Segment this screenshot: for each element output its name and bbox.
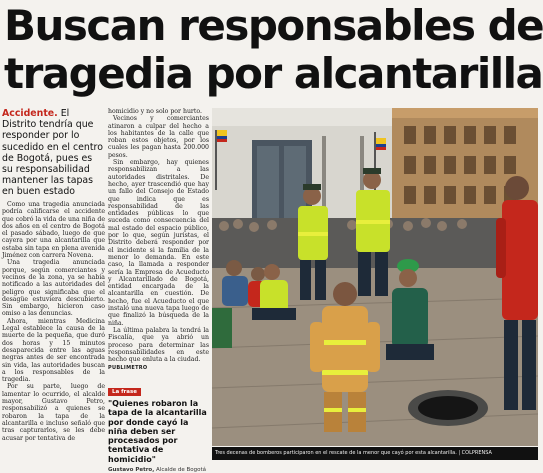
lead-kicker: Accidente. — [2, 108, 58, 119]
photo-caption: Tres decenas de bomberos participaron en el rescate de la menor que cayó por esta alcantarilla. | COLPRENSA — [212, 447, 538, 460]
headline-line-1: Buscan responsables de — [4, 1, 543, 50]
quote-author-role: Alcalde de Bogotá — [154, 467, 207, 473]
body-paragraph: Por su parte, luego de lamentar lo ocurrido, el alcalde mayor, Gustavo Petro, responsabilizó a quienes se robaron la tapa de la alcantarilla e incluso señaló que tras capturarlos, se les debe acusar por tentativa de — [2, 383, 105, 442]
body-paragraph: Ahora, mientras Medicina Legal establece la causa de la muerte de la pequeña, que duró dos horas y 15 minutos desaparecida entre las aguas negras antes de ser encontrada sin vida, las autoridades buscan a los responsables de la tragedia. — [2, 317, 105, 384]
quote-author — [108, 467, 209, 473]
body-paragraph: homicidio y no solo por hurto. — [108, 108, 202, 115]
headline — [4, 1, 543, 98]
pull-quote — [108, 378, 209, 473]
body-paragraph: Vecinos y comerciantes atinaron a culpar del hecho a los habitantes de la calle que roban estos objetos, por los cuales les pagan hasta 200.000 pesos. — [108, 115, 209, 159]
news-photo — [212, 108, 538, 446]
rescue-scene-illustration — [212, 108, 538, 446]
body-paragraph: Una tragedia anunciada porque, según comerciantes y vecinos de la zona, ya se había notificado a las autoridades del peligro que significaba que el desagüe estuviera descubierto. Sin embargo, hicieron caso omiso a las denuncias. — [2, 259, 105, 318]
lead-text: El Distrito tendría que responder por lo sucedido en el centro de Bogotá, pues es su responsabilidad mantener las tapas en buen estado — [2, 108, 103, 198]
body-paragraph: Como una tragedia anunciada podría calificarse el accidente que cobró la vida de una niña de dos años en el centro de Bogotá el pasado sábado, luego de que cayera por una alcantarilla que estaba sin tapa en plena avenida Jiménez con carrera Novena. — [2, 201, 105, 260]
body-paragraph: Sin embargo, hay quienes responsabilizan a las autoridades distritales. De hecho, ayer trascendió que hay un fallo del Consejo de Estado que indica que es responsabilidad de las entidades públicas lo que suceda como consecuencia del mal estado del espacio público, por lo que, según juristas, el Distrito deberá responder por el incidente si la familia de la menor lo demanda. En este caso, la llamada a responder sería la Empresa de Acueducto y Alcantarillado de Bogotá, entidad encargada de la alcantarilla en cuestión. De hecho, fue el Acueducto el que instaló una nueva tapa luego de que finalizó la búsqueda de la niña. — [108, 159, 209, 327]
article-signature: PUBLIMETRO — [108, 365, 148, 371]
quote-tag: La frase — [108, 388, 141, 396]
article-column-1 — [2, 201, 105, 442]
body-paragraph: La última palabra la tendrá la Fiscalía, que ya abrió un proceso para determinar las responsabilidades en este hecho que enluta a la ciudad. — [108, 326, 209, 364]
headline-line-2: tragedia por alcantarilla — [4, 49, 543, 98]
quote-author-name: Gustavo Petro, — [108, 467, 155, 473]
article-column-2 — [108, 108, 209, 363]
lead-paragraph — [2, 108, 105, 198]
quote-text: "Quienes robaron la tapa de la alcantarilla por donde cayó la niña deben ser procesados por tentativa de homicidio" — [108, 399, 207, 464]
